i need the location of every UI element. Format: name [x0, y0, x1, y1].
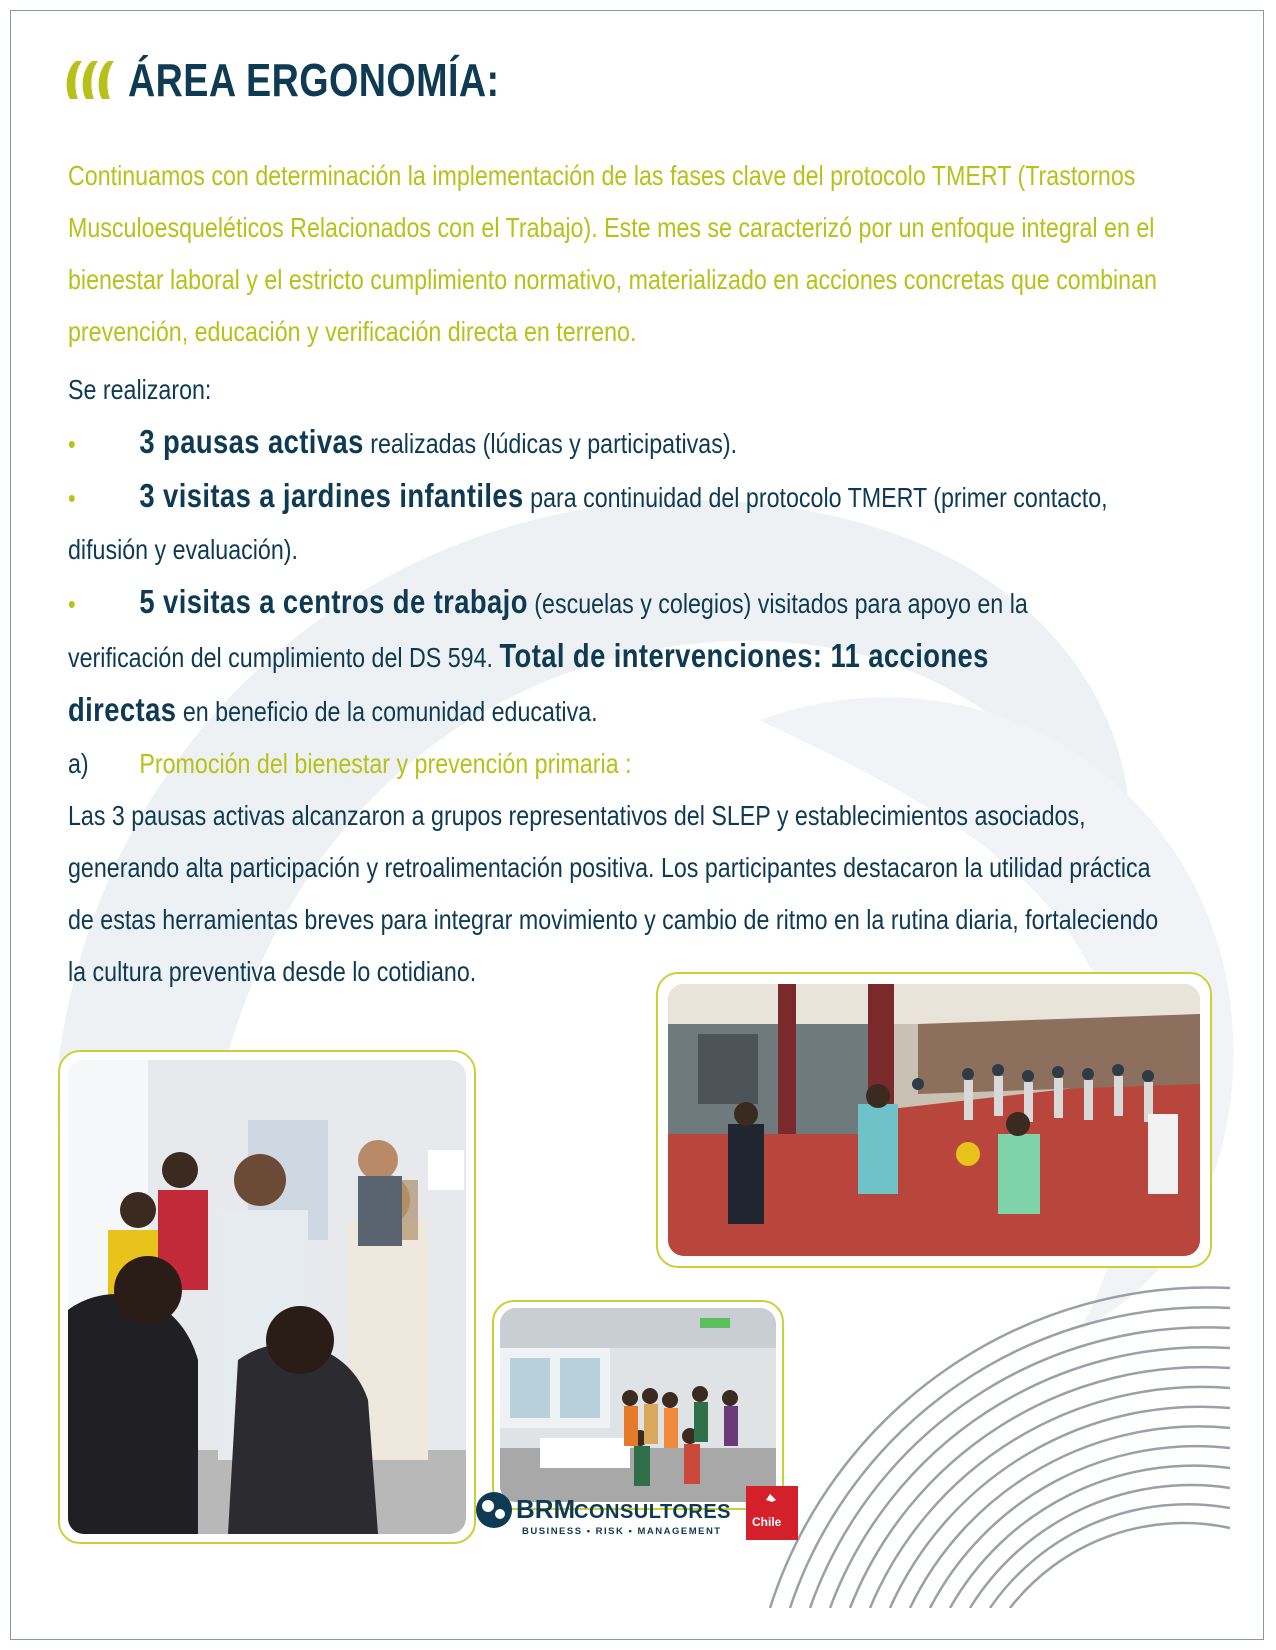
body-content — [68, 364, 1218, 998]
bullet-item — [68, 470, 1218, 524]
verification-line — [68, 630, 1218, 684]
office-group-photo — [68, 1060, 466, 1534]
bullet-item — [68, 416, 1218, 470]
bullet-strong: 5 visitas a centros de trabajo — [139, 583, 528, 620]
subsection-line: la cultura preventiva desde lo cotidiano. — [68, 956, 477, 987]
bullet-dot: • — [68, 429, 76, 459]
bullet-text: realizadas (lúdicas y participativas). — [363, 428, 738, 459]
bullet-dot: • — [68, 589, 76, 619]
subsection-title: Promoción del bienestar y prevención primaria : — [139, 748, 632, 779]
bullet-continuation: difusión y evaluación). — [68, 534, 298, 565]
bullet-strong: 3 visitas a jardines infantiles — [139, 477, 524, 514]
bullet-item — [68, 576, 1218, 630]
bullet-strong: 3 pausas activas — [139, 423, 364, 460]
courtyard-image — [668, 984, 1200, 1256]
total-strong-end: directas — [68, 691, 177, 728]
subsection-line: Las 3 pausas activas alcanzaron a grupos representativos del SLEP y establecimientos asociados, — [68, 800, 1086, 831]
office-event-photo — [500, 1308, 776, 1502]
intro-paragraph — [68, 150, 1218, 358]
lead-text: Se realizaron: — [68, 374, 212, 405]
intro-line: prevención, educación y verificación directa en terreno. — [68, 316, 637, 347]
heading-stripes-icon — [62, 59, 122, 101]
logo-tagline: BUSINESS • RISK • MANAGEMENT — [522, 1526, 722, 1537]
section-heading — [62, 52, 581, 108]
intro-line: Continuamos con determinación la implementación de las fases clave del protocolo TMERT (Trastornos — [68, 160, 1136, 191]
subsection-line: de estas herramientas breves para integrar movimiento y cambio de ritmo en la rutina diaria, fortaleciendo — [68, 904, 1159, 935]
logo-word: CONSULTORES — [574, 1501, 731, 1523]
intro-line: bienestar laboral y el estricto cumplimiento normativo, materializado en acciones concretas que combinan — [68, 264, 1157, 295]
courtyard-photo — [668, 984, 1200, 1256]
page-title: ÁREA ERGONOMÍA: — [128, 54, 500, 106]
intro-line: Musculoesqueléticos Relacionados con el Trabajo). Este mes se caracterizó por un enfoque integral en el — [68, 212, 1155, 243]
subsection-label: a) — [68, 748, 89, 779]
subsection-heading — [68, 738, 1218, 790]
brm-consultores-logo — [470, 1480, 800, 1544]
verification-text: verificación del cumplimiento del DS 594. — [68, 642, 500, 673]
bullet-text: para continuidad del protocolo TMERT (primer contacto, — [523, 482, 1108, 513]
total-line — [68, 684, 1218, 738]
logo-country: Chile — [752, 1515, 782, 1529]
total-strong: Total de intervenciones: 11 acciones — [499, 637, 989, 674]
logo-brand: BRM — [516, 1494, 576, 1524]
office-event-image — [500, 1308, 776, 1502]
subsection-line: generando alta participación y retroalimentación positiva. Los participantes destacaron la utilidad práctica — [68, 852, 1151, 883]
office-group-image — [68, 1060, 466, 1534]
total-rest: en beneficio de la comunidad educativa. — [176, 696, 598, 727]
bullet-dot: • — [68, 483, 76, 513]
bullet-text: (escuelas y colegios) visitados para apoyo en la — [527, 588, 1028, 619]
decorative-arcs — [760, 1278, 1230, 1608]
